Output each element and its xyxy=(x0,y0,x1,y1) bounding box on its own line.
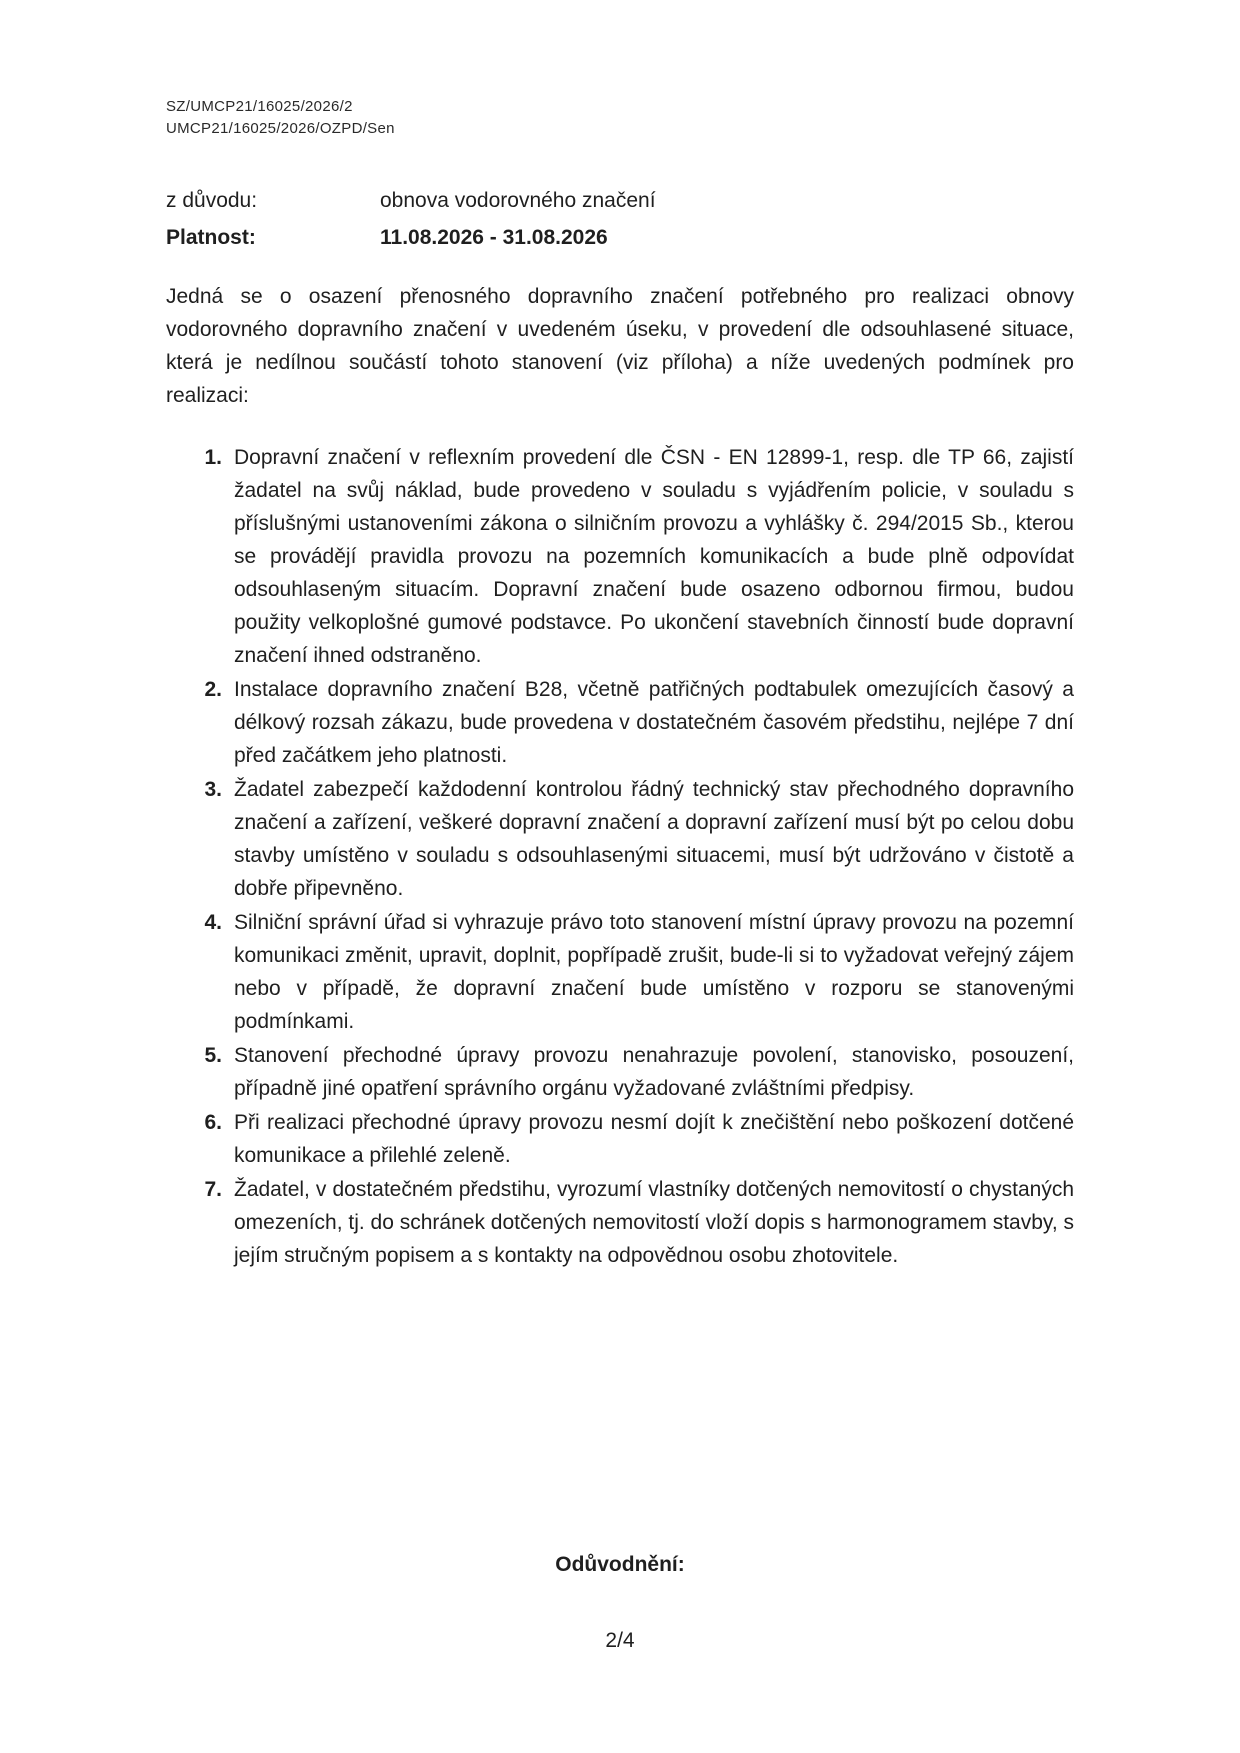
reason-value: obnova vodorovného značení xyxy=(380,189,656,212)
condition-text: Žadatel, v dostatečném předstihu, vyrozumí vlastníky dotčených nemovitostí o chystaných omezeních, tj. do schránek dotčených nemovitostí vloží dopis s harmonogramem stavby, s jejím stručným popisem a s kontakty na odpovědnou osobu zhotovitele. xyxy=(234,1178,1074,1267)
meta-block xyxy=(166,182,656,256)
conditions-list xyxy=(166,441,1074,1273)
reason-label: z důvodu: xyxy=(166,189,258,212)
section-heading: Odůvodnění: xyxy=(555,1553,685,1576)
condition-text: Silniční správní úřad si vyhrazuje právo toto stanovení místní úpravy provozu na pozemní komunikaci změnit, upravit, doplnit, popřípadě zrušit, bude-li si to vyžadovat veřejný zájem nebo v případě, že dopravní značení bude umístěno v rozporu se stanovenými podmínkami. xyxy=(234,911,1074,1033)
condition-item xyxy=(166,1173,1074,1272)
validity-label: Platnost: xyxy=(166,226,256,249)
reason-row xyxy=(166,182,656,219)
condition-text: Dopravní značení v reflexním provedení dle ČSN - EN 12899-1, resp. dle TP 66, zajistí žadatel na svůj náklad, bude provedeno v souladu s vyjádřením policie, v souladu s příslušnými ustanoveními zákona o silničním provozu a vyhlášky č. 294/2015 Sb., kterou se provádějí pravidla provozu na pozemních komunikacích a bude plně odpovídat odsouhlaseným situacím. Dopravní značení bude osazeno odbornou firmou, budou použity velkoplošné gumové podstavce. Po ukončení stavebních činností bude dopravní značení ihned odstraněno. xyxy=(234,446,1074,667)
condition-number: 3. xyxy=(204,778,222,801)
condition-number: 1. xyxy=(204,446,222,469)
condition-item xyxy=(166,906,1074,1038)
condition-text: Stanovení přechodné úpravy provozu nenahrazuje povolení, stanovisko, posouzení, případně jiné opatření správního orgánu vyžadované zvláštními předpisy. xyxy=(234,1044,1074,1100)
reference-numbers xyxy=(166,96,395,140)
condition-number: 6. xyxy=(204,1111,222,1134)
condition-item xyxy=(166,1039,1074,1105)
condition-text: Při realizaci přechodné úpravy provozu nesmí dojít k znečištění nebo poškození dotčené komunikace a přilehlé zeleně. xyxy=(234,1111,1074,1167)
condition-number: 4. xyxy=(204,911,222,934)
condition-number: 5. xyxy=(204,1044,222,1067)
validity-row xyxy=(166,219,656,256)
condition-item xyxy=(166,441,1074,672)
intro-paragraph: Jedná se o osazení přenosného dopravního značení potřebného pro realizaci obnovy vodorovného dopravního značení v uvedeném úseku, v provedení dle odsouhlasené situace, která je nedílnou součástí tohoto stanovení (viz příloha) a níže uvedených podmínek pro realizaci: xyxy=(166,285,1074,407)
condition-text: Instalace dopravního značení B28, včetně patřičných podtabulek omezujících časový a délkový rozsah zákazu, bude provedena v dostatečném časovém předstihu, nejlépe 7 dní před začátkem jeho platnosti. xyxy=(234,678,1074,767)
condition-number: 2. xyxy=(204,678,222,701)
reference-number-2: UMCP21/16025/2026/OZPD/Sen xyxy=(166,120,395,137)
condition-number: 7. xyxy=(204,1178,222,1201)
condition-item xyxy=(166,1106,1074,1172)
condition-item xyxy=(166,673,1074,772)
page-number: 2/4 xyxy=(605,1629,635,1652)
reference-number-1: SZ/UMCP21/16025/2026/2 xyxy=(166,98,353,115)
condition-item xyxy=(166,773,1074,905)
validity-value: 11.08.2026 - 31.08.2026 xyxy=(380,226,608,249)
condition-text: Žadatel zabezpečí každodenní kontrolou řádný technický stav přechodného dopravního značení a zařízení, veškeré dopravní značení a dopravní zařízení musí být po celou dobu stavby umístěno v souladu s odsouhlasenými situacemi, musí být udržováno v čistotě a dobře připevněno. xyxy=(234,778,1074,900)
